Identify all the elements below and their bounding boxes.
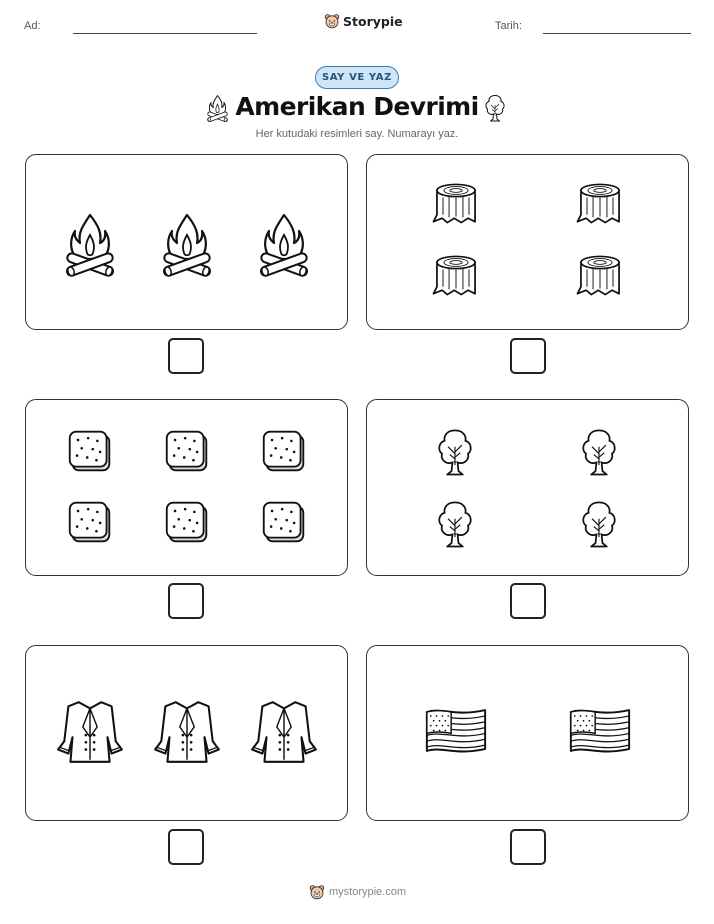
answer-box[interactable] xyxy=(168,829,204,865)
answer-box[interactable] xyxy=(510,829,546,865)
count-box-flag xyxy=(366,645,689,821)
count-box-stump xyxy=(366,154,689,330)
tree-icon xyxy=(433,426,477,478)
campfire-icon xyxy=(60,209,120,279)
campfire-icon xyxy=(157,209,217,279)
date-label: Tarih: xyxy=(495,20,522,32)
footer xyxy=(309,884,406,900)
tree-stump-icon xyxy=(430,181,482,226)
cracker-icon xyxy=(67,499,113,545)
date-line[interactable] xyxy=(543,33,691,34)
name-label: Ad: xyxy=(24,20,41,32)
tree-icon xyxy=(577,426,621,478)
tree-stump-icon xyxy=(574,253,626,298)
count-box-tree xyxy=(366,399,689,576)
brand-logo xyxy=(324,13,403,29)
cracker-icon xyxy=(67,428,113,474)
bear-logo-icon xyxy=(324,13,340,29)
footer-url[interactable]: mystorypie.com xyxy=(329,886,407,898)
colonial-coat-icon xyxy=(151,696,223,768)
page-title: Amerikan Devrimi xyxy=(235,92,479,121)
cracker-icon xyxy=(164,499,210,545)
tree-stump-icon xyxy=(430,253,482,298)
tree-icon xyxy=(482,93,508,123)
bear-logo-icon xyxy=(309,884,325,900)
colonial-coat-icon xyxy=(248,696,320,768)
cracker-icon xyxy=(261,499,307,545)
colonial-coat-icon xyxy=(54,696,126,768)
answer-box[interactable] xyxy=(510,338,546,374)
answer-box[interactable] xyxy=(168,338,204,374)
brand-name: Storypie xyxy=(343,13,403,29)
american-flag-icon xyxy=(422,704,490,758)
tree-stump-icon xyxy=(574,181,626,226)
answer-box[interactable] xyxy=(510,583,546,619)
tree-icon xyxy=(577,498,621,550)
american-flag-icon xyxy=(566,704,634,758)
count-box-campfire xyxy=(25,154,348,330)
count-box-coat xyxy=(25,645,348,821)
answer-box[interactable] xyxy=(168,583,204,619)
name-line[interactable] xyxy=(73,33,257,34)
tree-icon xyxy=(433,498,477,550)
cracker-icon xyxy=(261,428,307,474)
campfire-icon xyxy=(254,209,314,279)
activity-badge: SAY VE YAZ xyxy=(315,66,399,89)
count-box-cracker xyxy=(25,399,348,576)
cracker-icon xyxy=(164,428,210,474)
instructions: Her kutudaki resimleri say. Numarayı yaz. xyxy=(255,128,459,140)
